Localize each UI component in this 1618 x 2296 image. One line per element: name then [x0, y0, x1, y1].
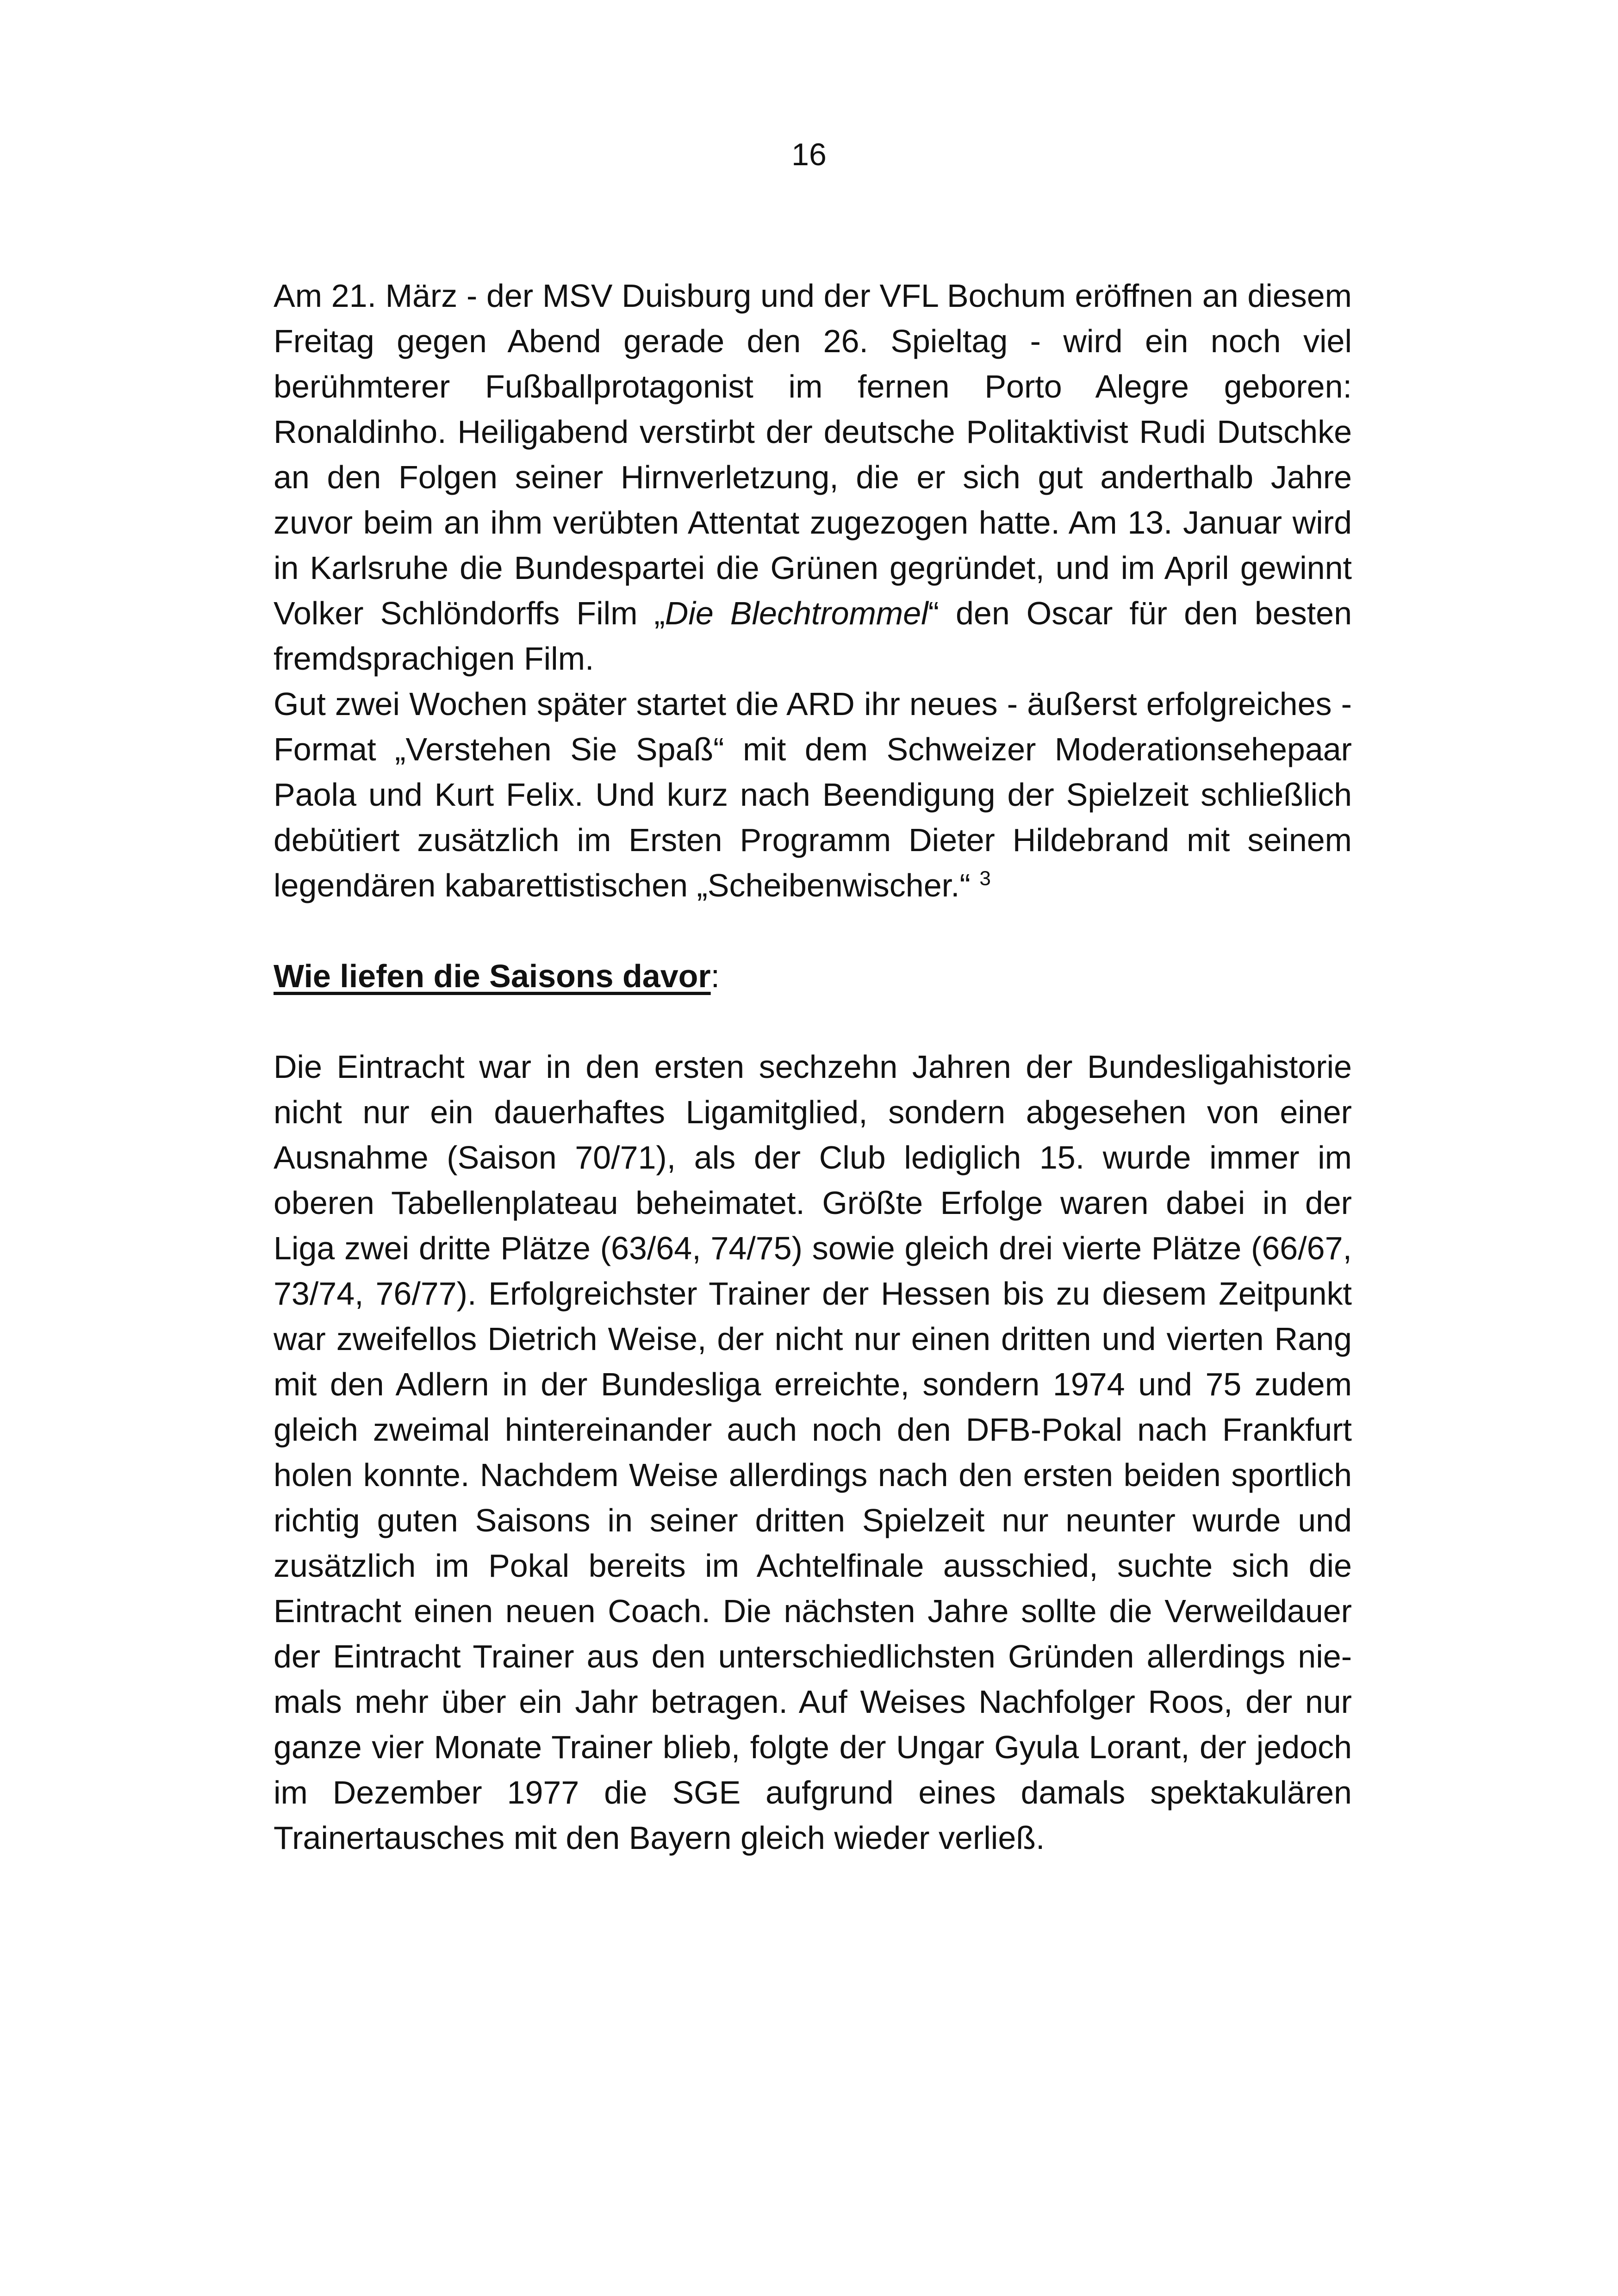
paragraph-2: [274, 681, 1352, 908]
film-title: Die Blechtrommel: [665, 595, 928, 631]
paragraph-1: [274, 273, 1352, 681]
paragraph-1-text-a: Am 21. März - der MSV Duisburg und der VFL Bochum eröffnen an diesem Freitag gegen Abend gerade den 26. Spieltag - wird ein noch viel berühmterer Fußballprotagonist im fernen Porto Alegre geboren: Ronaldinho. Heiligabend verstirbt der deutsche Politaktivist Rudi Dutschke an den Folgen seiner Hirnverletzung, die er sich gut anderthalb Jahre zuvor beim an ihm verübten Attentat zugezogen hatte. Am 13. Januar wird in Karlsruhe die Bundespartei die Grünen gegründet, und im April gewinnt Volker Schlöndorffs Film „: [274, 278, 1352, 631]
paragraph-2-text: Gut zwei Wochen später startet die ARD ihr neues - äußerst erfolgreiches - Format „Verstehen Sie Spaß“ mit dem Schweizer Moderationsehepaar Paola und Kurt Felix. Und kurz nach Beendigung der Spielzeit schließlich debütiert zusätzlich im Ersten Programm Dieter Hildebrand mit seinem legendären kabarettistischen „Scheibenwischer.“: [274, 686, 1352, 903]
spacer: [274, 908, 1352, 953]
footnote-reference: 3: [979, 867, 991, 890]
page-body: [274, 273, 1352, 1860]
paragraph-1-text-b: “ den Oscar für den besten fremdsprachigen Film.: [274, 595, 1352, 677]
section-heading-text: Wie liefen die Saisons davor: [274, 958, 711, 994]
section-heading-colon: :: [710, 958, 720, 994]
page-number: 16: [791, 137, 827, 172]
paragraph-3: Die Eintracht war in den ersten sechzehn Jahren der Bundesligahistorie nicht nur ein dauerhaftes Ligamitglied, sondern abgesehen von einer Ausnahme (Saison 70/71), als der Club lediglich 15. wurde immer im oberen Tabellenplateau beheimatet. Größte Erfolge waren dabei in der Liga zwei dritte Plätze (63/64, 74/75) sowie gleich drei vierte Plätze (66/67, 73/74, 76/77). Erfolgreichster Trainer der Hessen bis zu diesem Zeitpunkt war zweifellos Dietrich Weise, der nicht nur einen dritten und vierten Rang mit den Adlern in der Bundesliga erreichte, sondern 1974 und 75 zudem gleich zweimal hintereinander auch noch den DFB-Pokal nach Frankfurt holen konnte. Nachdem Weise allerdings nach den ersten beiden sportlich richtig guten Saisons in seiner dritten Spielzeit nur neunter wurde und zusätzlich im Pokal bereits im Achtelfinale ausschied, suchte sich die Eintracht einen neuen Coach. Die nächsten Jahre sollte die Verweildauer der Eintracht Trainer aus den unterschiedlichsten Gründen allerdings niemals mehr über ein Jahr betragen. Auf Weises Nachfolger Roos, der nur ganze vier Monate Trainer blieb, folgte der Ungar Gyula Lorant, der jedoch im Dezember 1977 die SGE aufgrund eines damals spektakulären Trainertausches mit den Bayern gleich wieder verließ.: [274, 1049, 1352, 1856]
section-heading: [274, 953, 1352, 999]
spacer: [274, 999, 1352, 1044]
